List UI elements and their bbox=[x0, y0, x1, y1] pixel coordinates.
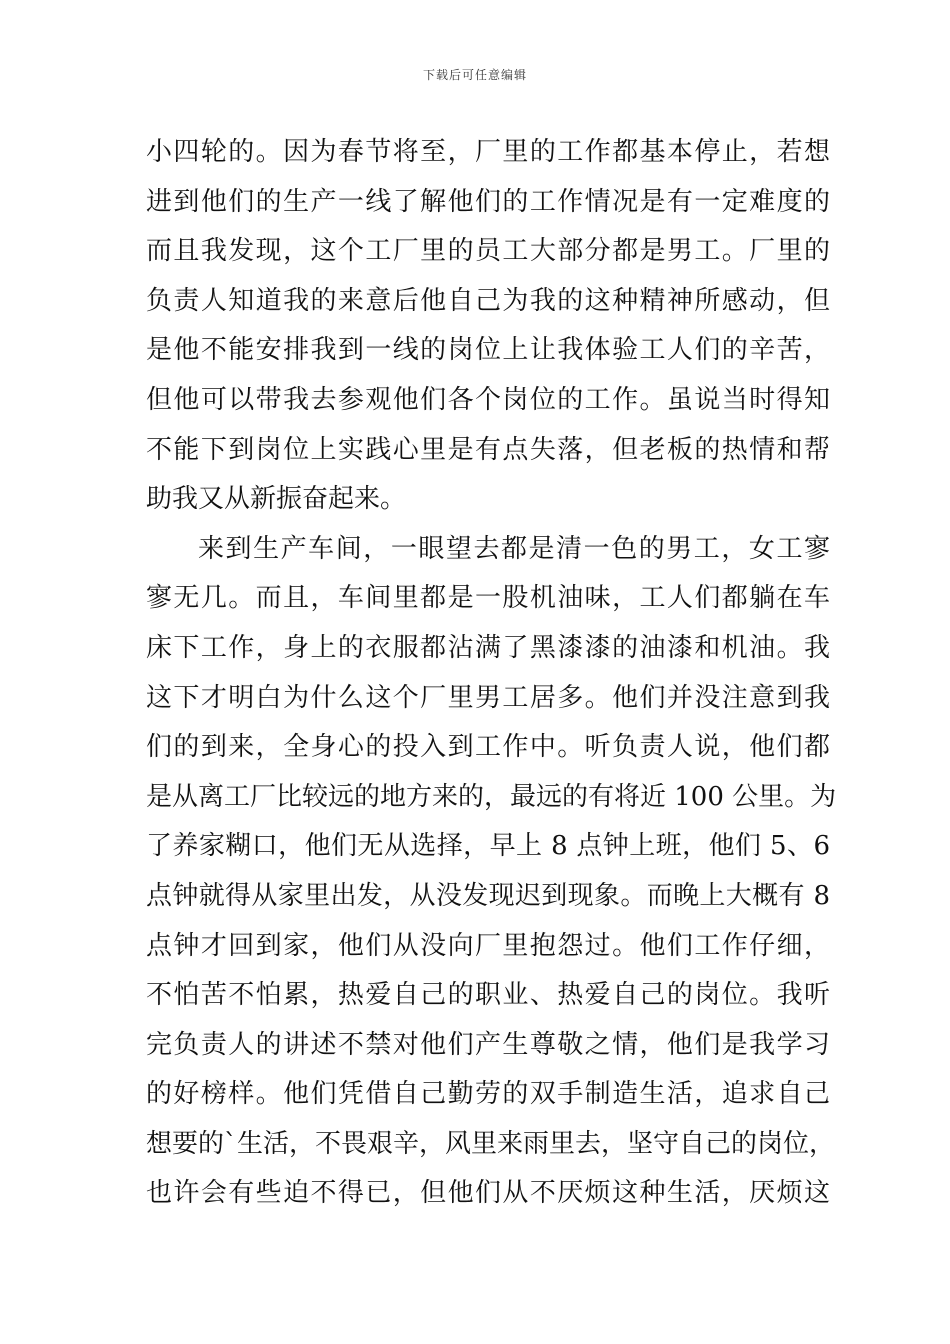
text-line: 的好榜样。他们凭借自己勤劳的双手制造生活，追求自己 bbox=[146, 1079, 830, 1110]
text-line: 而且我发现，这个工厂里的员工大部分都是男工。厂里的 bbox=[146, 236, 830, 267]
text-line: 是从离工厂比较远的地方来的，最远的有将近 100 公里。为 bbox=[146, 781, 837, 812]
text-line: 了养家糊口，他们无从选择，早上 8 点钟上班，他们 5、6 bbox=[146, 831, 830, 862]
text-line: 助我又从新振奋起来。 bbox=[146, 484, 407, 515]
text-line: 们的到来，全身心的投入到工作中。听负责人说，他们都 bbox=[146, 732, 830, 763]
text-line: 进到他们的生产一线了解他们的工作情况是有一定难度的 bbox=[146, 186, 830, 217]
body-text bbox=[146, 128, 837, 1219]
text-line: 点钟就得从家里出发，从没发现迟到现象。而晚上大概有 8 bbox=[146, 880, 830, 911]
text-line: 来到生产车间，一眼望去都是清一色的男工，女工寥 bbox=[198, 533, 830, 564]
text-line: 点钟才回到家，他们从没向厂里抱怨过。他们工作仔细， bbox=[146, 930, 830, 961]
text-line: 完负责人的讲述不禁对他们产生尊敬之情，他们是我学习 bbox=[146, 1029, 830, 1060]
text-line: 想要的`生活，不畏艰辛，风里来雨里去，坚守自己的岗位， bbox=[146, 1128, 836, 1159]
text-line: 寥无几。而且，车间里都是一股机油味，工人们都躺在车 bbox=[146, 583, 830, 614]
text-line: 这下才明白为什么这个厂里男工居多。他们并没注意到我 bbox=[146, 682, 830, 713]
text-line: 床下工作，身上的衣服都沾满了黑漆漆的油漆和机油。我 bbox=[146, 632, 830, 663]
text-line: 小四轮的。因为春节将至，厂里的工作都基本停止，若想 bbox=[146, 137, 830, 167]
page-header: 下载后可任意编辑 bbox=[422, 68, 527, 82]
text-line: 也许会有些迫不得已，但他们从不厌烦这种生活，厌烦这 bbox=[146, 1178, 830, 1209]
text-line: 不怕苦不怕累，热爱自己的职业、热爱自己的岗位。我听 bbox=[146, 980, 830, 1011]
text-line: 是他不能安排我到一线的岗位上让我体验工人们的辛苦， bbox=[146, 335, 830, 366]
text-line: 但他可以带我去参观他们各个岗位的工作。虽说当时得知 bbox=[146, 384, 830, 415]
text-line: 不能下到岗位上实践心里是有点失落，但老板的热情和帮 bbox=[146, 434, 830, 465]
text-line: 负责人知道我的来意后他自己为我的这种精神所感动，但 bbox=[146, 285, 830, 316]
